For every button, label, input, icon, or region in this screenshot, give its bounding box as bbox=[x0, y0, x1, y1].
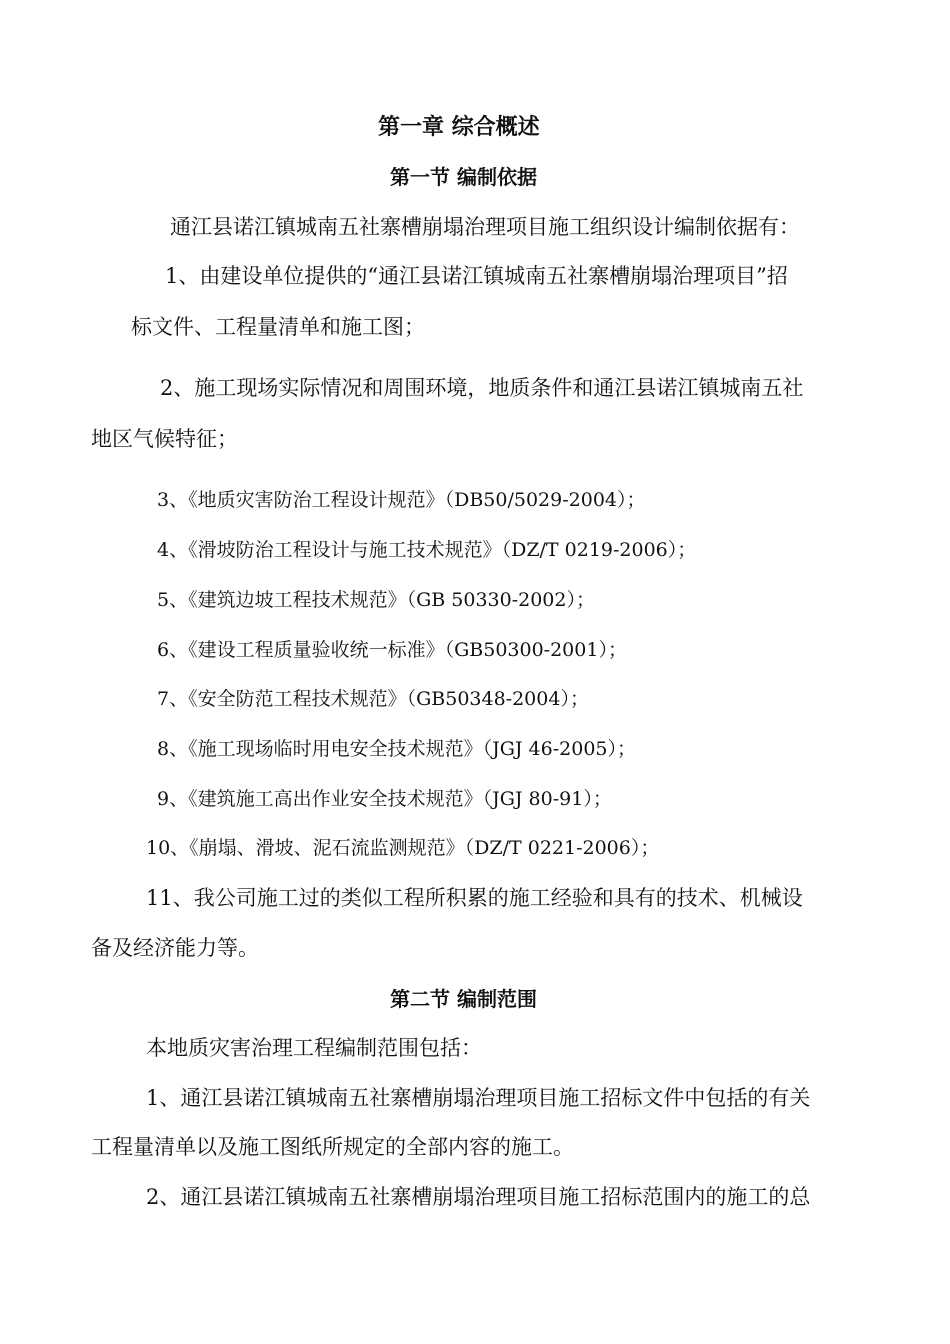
section-1-intro: 通江县诺江镇城南五社寨槽崩塌治理项目施工组织设计编制依据有： bbox=[170, 215, 800, 239]
chapter-title: 第一章 综合概述 bbox=[378, 115, 540, 140]
basis-item-2-line-2: 地区气候特征； bbox=[91, 427, 238, 451]
basis-item-11-line-1: 11、我公司施工过的类似工程所积累的施工经验和具有的技术、机械设 bbox=[146, 886, 803, 910]
basis-ref-item: 10、《崩塌、滑坡、泥石流监测规范》（DZ/T 0221-2006）； bbox=[146, 837, 660, 859]
basis-item-1-line-2: 标文件、工程量清单和施工图； bbox=[131, 315, 425, 339]
section-2-title: 第二节 编制范围 bbox=[390, 987, 537, 1011]
basis-ref-item: 5、《建筑边坡工程技术规范》（GB 50330-2002）； bbox=[157, 589, 595, 611]
scope-item-1-line-1: 1、通江县诺江镇城南五社寨槽崩塌治理项目施工招标文件中包括的有关 bbox=[146, 1086, 811, 1110]
basis-ref-item: 7、《安全防范工程技术规范》（GB50348-2004）； bbox=[157, 688, 589, 710]
basis-ref-item: 6、《建设工程质量验收统一标准》（GB50300-2001）； bbox=[157, 639, 627, 661]
basis-ref-item: 8、《施工现场临时用电安全技术规范》（JGJ 46-2005）； bbox=[157, 738, 636, 760]
scope-item-2-line-1: 2、通江县诺江镇城南五社寨槽崩塌治理项目施工招标范围内的施工的总 bbox=[146, 1185, 811, 1209]
basis-item-11-line-2: 备及经济能力等。 bbox=[91, 936, 259, 960]
section-1-title: 第一节 编制依据 bbox=[390, 165, 537, 189]
basis-ref-item: 4、《滑坡防治工程设计与施工技术规范》（DZ/T 0219-2006）； bbox=[157, 539, 697, 561]
basis-item-1-line-1: 1、由建设单位提供的“通江县诺江镇城南五社寨槽崩塌治理项目”招 bbox=[165, 264, 788, 288]
basis-ref-item: 9、《建筑施工高出作业安全技术规范》（JGJ 80-91）； bbox=[157, 788, 612, 810]
basis-ref-item: 3、《地质灾害防治工程设计规范》（DB50/5029-2004）； bbox=[157, 489, 646, 511]
basis-item-2-line-1: 2、施工现场实际情况和周围环境，地质条件和通江县诺江镇城南五社 bbox=[160, 376, 804, 400]
scope-item-1-line-2: 工程量清单以及施工图纸所规定的全部内容的施工。 bbox=[91, 1135, 574, 1159]
section-2-intro: 本地质灾害治理工程编制范围包括： bbox=[146, 1036, 482, 1060]
